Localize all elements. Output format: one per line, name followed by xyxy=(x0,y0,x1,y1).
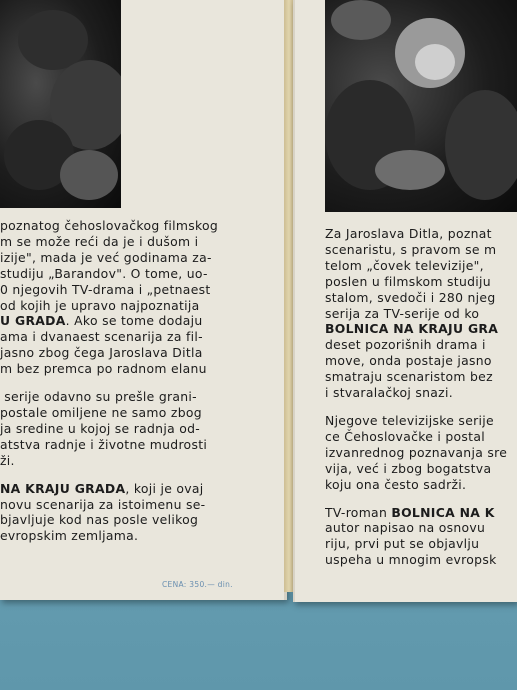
text-line xyxy=(0,512,284,528)
text-line xyxy=(0,345,284,361)
text-line xyxy=(0,405,284,421)
text-segment: U GRADA xyxy=(0,313,66,329)
text-segment: uspeha u mnogim evropsk xyxy=(325,552,497,568)
text-line xyxy=(325,337,517,353)
paragraph-1 xyxy=(0,218,284,377)
left-cover-photo xyxy=(0,0,121,208)
paragraph-2 xyxy=(325,413,517,493)
text-line xyxy=(325,505,517,521)
text-segment: Za Jaroslava Ditla, poznat xyxy=(325,226,492,241)
text-line xyxy=(0,389,284,405)
text-segment: serije odavno su prešle grani- xyxy=(0,389,197,405)
paragraph-3 xyxy=(325,505,517,569)
text-segment: smatraju scenaristom bez xyxy=(325,369,493,385)
text-segment: 0 njegovih TV-drama i „petnaest xyxy=(0,281,211,297)
text-line xyxy=(325,290,517,306)
text-segment: koju ona često sadrži. xyxy=(325,476,467,492)
text-segment: izvanrednog poznavanja sre xyxy=(325,444,508,460)
text-segment: deset pozorišnih drama i xyxy=(325,337,486,353)
text-line xyxy=(325,226,517,242)
text-segment: evropskim zemljama. xyxy=(0,528,139,544)
text-line xyxy=(0,250,284,266)
text-segment: m se može reći da je i dušom i xyxy=(0,233,199,249)
text-line xyxy=(325,536,517,552)
text-line xyxy=(0,282,284,298)
paragraph-2 xyxy=(0,389,284,469)
text-line xyxy=(0,497,284,513)
text-segment: atstva radnje i životne mudrosti xyxy=(0,436,208,452)
text-line xyxy=(0,329,284,345)
text-segment: ce Čehoslovačke i postal xyxy=(325,428,485,444)
price-label: CENA: 350.— din. xyxy=(162,580,233,589)
text-line xyxy=(325,413,517,429)
text-segment: poslen u filmskom studiju xyxy=(325,273,491,289)
text-segment: vija, već i zbog bogatstva xyxy=(325,460,492,476)
text-segment: . Ako se tome dodaju xyxy=(65,313,203,329)
text-segment: scenaristu, s pravom se m xyxy=(325,241,497,257)
text-segment: postale omiljene ne samo zbog xyxy=(0,404,202,420)
text-line xyxy=(325,552,517,568)
text-segment: TV-roman xyxy=(325,504,392,520)
text-line xyxy=(325,520,517,536)
text-segment: ama i dvanaest scenarija za fil- xyxy=(0,329,203,345)
text-line xyxy=(0,313,284,329)
paragraph-1 xyxy=(325,226,517,401)
text-segment: move, onda postaje jasno xyxy=(325,353,492,369)
text-line xyxy=(325,477,517,493)
text-segment: poznatog čehoslovačkog filmskog xyxy=(0,218,219,233)
text-line xyxy=(0,481,284,497)
text-line xyxy=(325,369,517,385)
text-line xyxy=(325,258,517,274)
text-line xyxy=(325,445,517,461)
text-line xyxy=(325,461,517,477)
text-line xyxy=(325,353,517,369)
text-segment: stalom, svedoči i 280 njeg xyxy=(325,289,496,305)
text-segment: novu scenarija za istoimenu se- xyxy=(0,496,206,512)
text-line xyxy=(325,429,517,445)
text-segment: bjavljuje kod nas posle velikog xyxy=(0,512,199,528)
text-line xyxy=(0,361,284,377)
text-line xyxy=(0,298,284,314)
left-book-back-cover xyxy=(0,0,287,600)
text-segment: i stvaralačkoj snazi. xyxy=(325,385,453,401)
text-segment: BOLNICA NA K xyxy=(391,504,495,520)
text-line xyxy=(0,421,284,437)
left-cover-text xyxy=(0,218,284,556)
right-cover-photo xyxy=(325,0,517,212)
paragraph-3 xyxy=(0,481,284,545)
text-segment: ži. xyxy=(0,452,15,468)
text-segment: NA KRAJU GRADA xyxy=(0,480,126,496)
text-segment: BOLNICA NA KRAJU GRA xyxy=(325,321,499,337)
text-segment: telom „čovek televizije", xyxy=(325,257,489,273)
text-segment: autor napisao na osnovu xyxy=(325,520,486,536)
text-segment: riju, prvi put se objavlju xyxy=(325,536,480,552)
text-line xyxy=(0,437,284,453)
text-line xyxy=(325,242,517,258)
text-line xyxy=(325,274,517,290)
right-cover-text xyxy=(325,226,517,580)
text-segment: Njegove televizijske serije xyxy=(325,412,494,428)
text-line xyxy=(0,218,284,234)
text-line xyxy=(0,266,284,282)
text-line xyxy=(325,321,517,337)
text-segment: jasno zbog čega Jaroslava Ditla xyxy=(0,345,203,361)
text-line xyxy=(325,306,517,322)
text-segment: izije", mada je već godinama za- xyxy=(0,249,212,265)
text-segment: studiju „Barandov". O tome, uo- xyxy=(0,265,208,281)
text-line xyxy=(0,234,284,250)
text-segment: ja sredine u kojoj se radnja od- xyxy=(0,420,201,436)
text-line xyxy=(0,453,284,469)
text-segment: od kojih je upravo najpoznatija xyxy=(0,297,200,313)
text-segment: m bez premca po radnom elanu xyxy=(0,361,207,377)
text-line xyxy=(0,528,284,544)
text-segment: serija za TV-serije od ko xyxy=(325,305,480,321)
text-segment: , koji je ovaj xyxy=(125,480,204,496)
text-line xyxy=(325,385,517,401)
